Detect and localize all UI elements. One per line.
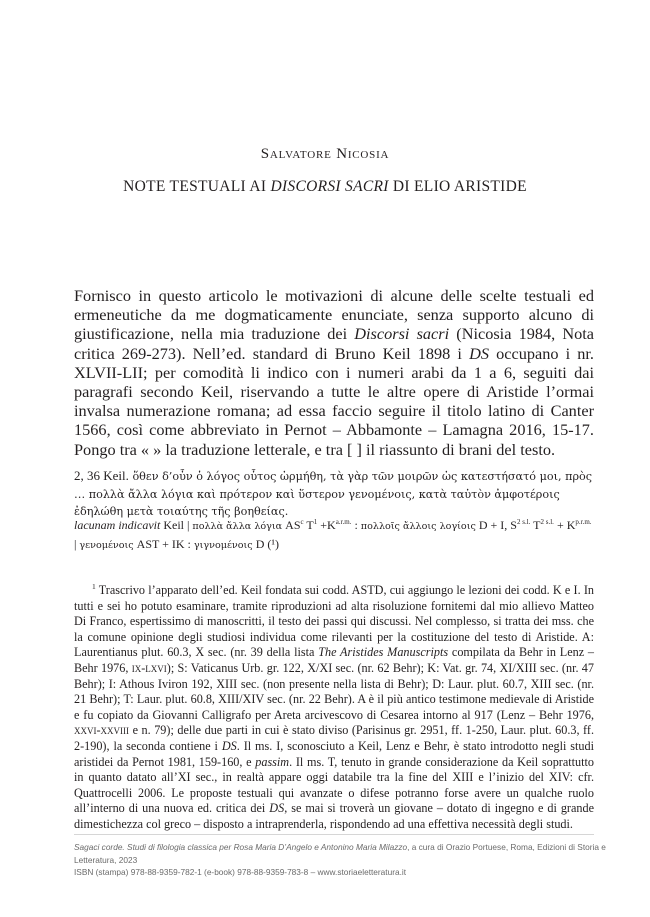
- footnote-text: . Il ms. I, sconosciuto a Keil, Lenz e Behr, è stato introdotto negli studi aristidei da Pernot 1981, 159-160, e: [74, 739, 594, 769]
- footnote-text: e n. 79); delle due parti in cui è stato diviso (Parisinus gr. 2951, ff. 1-250, Laur. plut. 60.3, ff. 2-190), la seconda contiene i: [74, 723, 594, 753]
- colophon: [74, 841, 614, 879]
- intro-text: occupano i nr. XLVII-LII; per comodità li indico con i numeri arabi da 1 a 6, seguiti dai paragrafi secondo Keil, riservando a tutte le altre opere di Aristide l’ormai invalsa numerazione romana; ad essa faccio seguire il titolo latino di Canter 1566, così come abbreviato in Pernot – Abbamonte – Lamagna 2016, 15-17. Pongo tra « » la traduzione letterale, e tra [ ] il riassunto di brani del testo.: [74, 343, 594, 459]
- footnote-number: 1: [92, 582, 96, 591]
- footnote: [74, 579, 594, 833]
- footnote-italic: passim: [255, 754, 290, 769]
- colophon-divider: [74, 834, 594, 835]
- publication-info: , a cura di Orazio Portuese, Roma, Edizioni di Storia e Letteratura, 2023: [74, 842, 606, 865]
- greek-text: ὅθεν δ’οὖν ὁ λόγος οὗτος ὡρμήθη, τὰ γὰρ τῶν μοιρῶν ὡς κατεστήσατό μοι, πρὸς … πολλὰ ἄλλα λόγια καὶ πρότερον καὶ ὕστερον γενομένοις, κατὰ ταὐτὸν ἀμφοτέροις ἐδηλώθη μετὰ τοιαύτης τῆς βοηθείας.: [74, 470, 593, 518]
- apparatus-siglum: +K: [317, 518, 336, 532]
- intro-text: Fornisco in questo articolo le motivazioni di alcune delle scelte testuali ed ermeneutiche da me dogmaticamente enunciate, senza supporto alcuno di giustificazione, nella mia traduzione dei: [74, 286, 594, 344]
- apparatus-siglum: T: [303, 518, 314, 532]
- footnote-text: , se mai si troverà un giovane – dotato di ingegno e di grande dimestichezza col greco – disposto a intraprenderla, rispondendo ad una effettiva necessità degli studi.: [74, 801, 594, 831]
- apparatus-sup: c: [300, 518, 304, 526]
- apparatus-sup: 2 s.l.: [516, 518, 531, 526]
- apparatus-sup: 1: [313, 518, 318, 526]
- footnote-text: compilata da Behr in Lenz – Behr 1976,: [74, 645, 594, 676]
- apparatus-siglum: D + I, S: [475, 518, 517, 532]
- colophon-line-1: [74, 841, 614, 866]
- author-name: Salvatore Nicosia: [260, 146, 390, 162]
- apparatus-sup: p.r.m.: [575, 518, 592, 526]
- footnote-small-caps: ix-lxvi: [131, 661, 167, 676]
- critical-apparatus: [74, 514, 594, 554]
- footnote-text: . Il ms. T, tenuto in grande considerazione da Keil soprattutto in quanto datato all’XI sec., in realtà appare oggi databile tra la fine del XIII e l’inizio del XIV: cfr. Quattrocelli 2006. Le proposte testuali qui avanzate o difese potranno forse avere un qualche ruolo all’interno di una nuova ed. critica dei: [74, 754, 594, 816]
- apparatus-text: :: [351, 518, 361, 532]
- intro-paragraph: [74, 286, 594, 459]
- apparatus-siglum: AS: [282, 518, 301, 532]
- apparatus-text: |: [74, 536, 80, 551]
- apparatus-italic: lacunam indicavit: [74, 518, 161, 532]
- footnote-text: Trascrivo l’apparato dell’ed. Keil fondata sui codd. ASTD, cui aggiungo le lezioni dei codd. K e I. In tutti e sei ho potuto esaminare, tramite riproduzioni ad alta risoluzione fornitemi dal mio allievo Matteo Di Franco, espertissimo di manoscritti, il testo dei passi qui discussi. Nel complesso, si tratta dei mss. che la comune opinione degli studiosi individua come rilevanti per la costituzione del testo di Aristide. A: Laurentianus plut. 60.3, X sec. (nr. 39 della lista: [74, 583, 594, 660]
- apparatus-greek: γιγνομένοις: [193, 539, 253, 551]
- apparatus-greek: πολλοῖς ἄλλοις λογίοις: [360, 521, 476, 532]
- title-italic-part: DISCORSI SACRI: [270, 178, 389, 195]
- apparatus-sup: a.r.m.: [335, 518, 352, 526]
- footnote-italic: The Aristides Manuscripts: [318, 645, 449, 660]
- footnote-italic: DS: [221, 739, 237, 753]
- colophon-line-2: ISBN (stampa) 978-88-9359-782-1 (e-book) 978-88-9359-783-8 – www.storiaeletteratura.it: [74, 867, 407, 878]
- apparatus-siglum: T: [530, 518, 541, 532]
- greek-passage: [74, 467, 594, 521]
- apparatus-siglum: AST + IK :: [133, 536, 194, 551]
- apparatus-siglum: + K: [553, 518, 576, 532]
- intro-italic: DS: [469, 343, 489, 363]
- book-title: Sagaci corde. Studi di filologia classica per Rosa Maria D’Angelo e Antonino Maria Milazzo: [74, 842, 408, 852]
- article-title: [0, 178, 650, 196]
- footnote-italic: DS: [269, 801, 285, 816]
- apparatus-sup: 2 s.l.: [540, 518, 554, 526]
- apparatus-siglum: D (¹): [252, 536, 279, 551]
- apparatus-text: Keil |: [160, 518, 193, 532]
- apparatus-greek: γενομένοις: [79, 539, 134, 551]
- title-part-1: NOTE TESTUALI AI: [123, 178, 271, 195]
- footnote-text: ); S: Vaticanus Urb. gr. 122, X/XI sec. (nr. 62 Behr); K: Vat. gr. 74, XI/XIII sec. (nr. 47 Behr); I: Athous Iviron 192, XIII sec. (non presente nella lista di Behr); D: Laur. plut. 60.7, XIII sec. (nr. 21 Behr); T: Laur. plut. 60.8, XIII/XIV sec. (nr. 22 Behr). A è il più antico testimone medievale di Aristide e fu copiato da Giovanni Calligrafo per Areta arcivescovo di Cesarea intorno al 917 (Lenz – Behr 1976,: [74, 661, 594, 722]
- intro-italic: Discorsi sacri: [354, 324, 450, 344]
- title-part-2: DI ELIO ARISTIDE: [388, 178, 527, 195]
- intro-text: (Nicosia 1984, Nota critica 269-273). Nell’ed. standard di Bruno Keil 1898 i: [74, 324, 594, 363]
- footnote-small-caps: xxvi-xxviii: [74, 723, 130, 738]
- passage-reference: 2, 36 Keil.: [74, 468, 129, 483]
- apparatus-greek: πολλὰ ἄλλα λόγια: [192, 521, 283, 532]
